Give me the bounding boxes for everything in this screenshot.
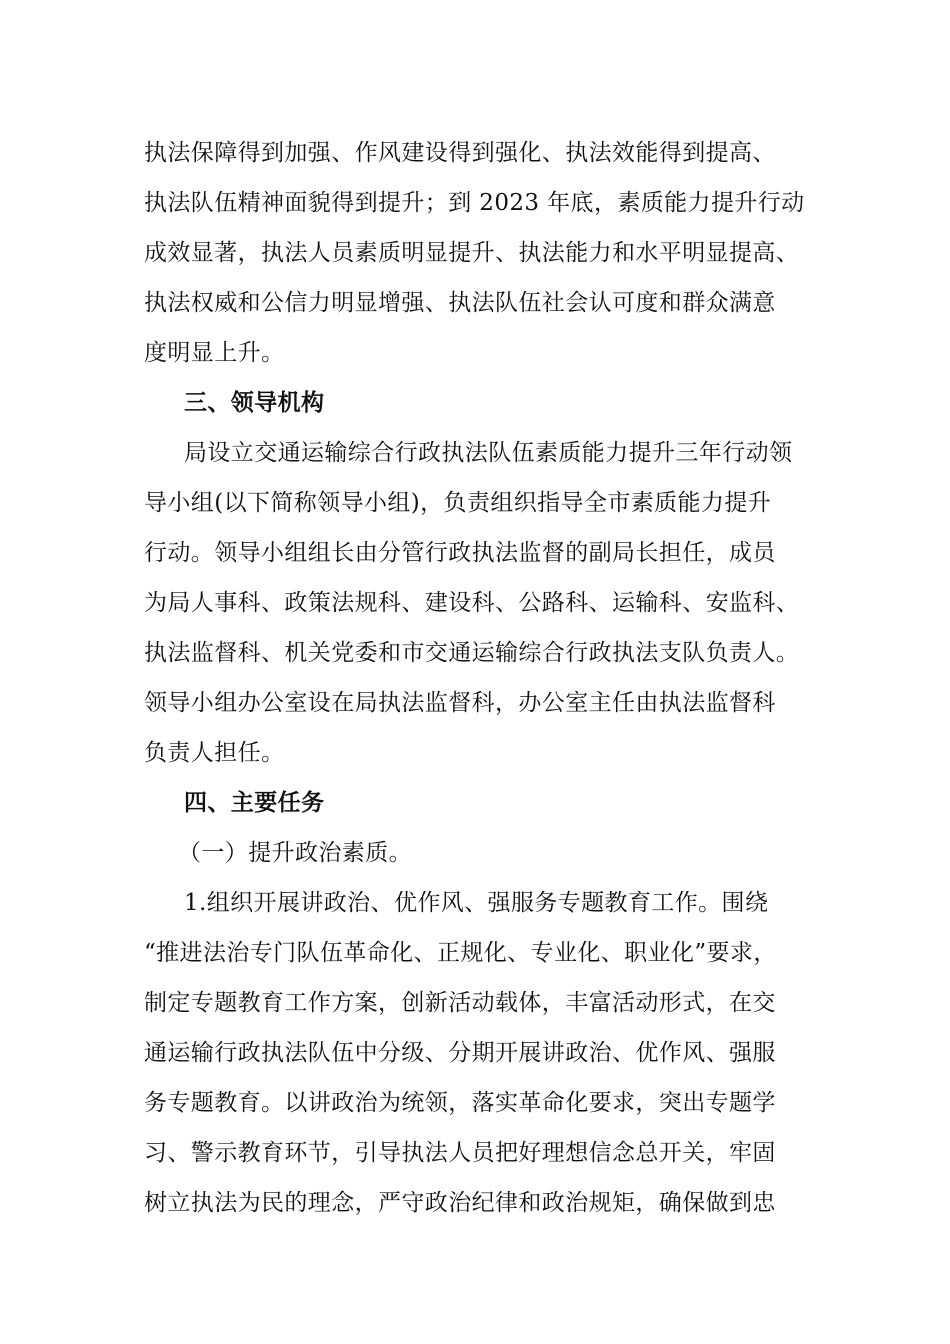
body-line: 制定专题教育工作方案，创新活动载体，丰富活动形式，在交	[144, 990, 776, 1016]
section-heading-main-tasks: 四、主要任务	[184, 789, 325, 816]
body-line: 1.组织开展讲政治、优作风、强服务专题教育工作。围绕	[184, 890, 769, 916]
body-line: 行动。领导小组组长由分管行政执法监督的副局长担任，成员	[144, 540, 776, 566]
body-line: 习、警示教育环节，引导执法人员把好理想信念总开关，牢固	[144, 1140, 776, 1166]
body-line: 局设立交通运输综合行政执法队伍素质能力提升三年行动领	[184, 440, 793, 466]
body-line: 领导小组办公室设在局执法监督科，办公室主任由执法监督科	[144, 690, 776, 716]
body-line: 成效显著，执法人员素质明显提升、执法能力和水平明显提高、	[144, 240, 800, 266]
subsection-heading: （一）提升政治素质。	[178, 840, 412, 866]
body-line: 为局人事科、政策法规科、建设科、公路科、运输科、安监科、	[144, 590, 800, 616]
section-heading-leadership: 三、领导机构	[184, 389, 325, 416]
body-line: 执法权威和公信力明显增强、执法队伍社会认可度和群众满意	[144, 290, 776, 316]
body-line: 导小组(以下简称领导小组)，负责组织指导全市素质能力提升	[144, 490, 772, 516]
body-line: 度明显上升。	[144, 340, 285, 366]
body-line: 树立执法为民的理念，严守政治纪律和政治规矩，确保做到忠	[144, 1190, 776, 1216]
body-line: 执法保障得到加强、作风建设得到强化、执法效能得到提高、	[144, 140, 776, 166]
body-line: 负责人担任。	[144, 740, 285, 766]
body-line: 执法监督科、机关党委和市交通运输综合行政执法支队负责人。	[144, 640, 800, 666]
body-line: 务专题教育。以讲政治为统领，落实革命化要求，突出专题学	[144, 1090, 776, 1116]
body-line: 执法队伍精神面貌得到提升；到 2023 年底，素质能力提升行动	[144, 190, 805, 216]
body-line: “推进法治专门队伍革命化、正规化、专业化、职业化”要求，	[144, 940, 777, 966]
body-line: 通运输行政执法队伍中分级、分期开展讲政治、优作风、强服	[144, 1040, 776, 1066]
